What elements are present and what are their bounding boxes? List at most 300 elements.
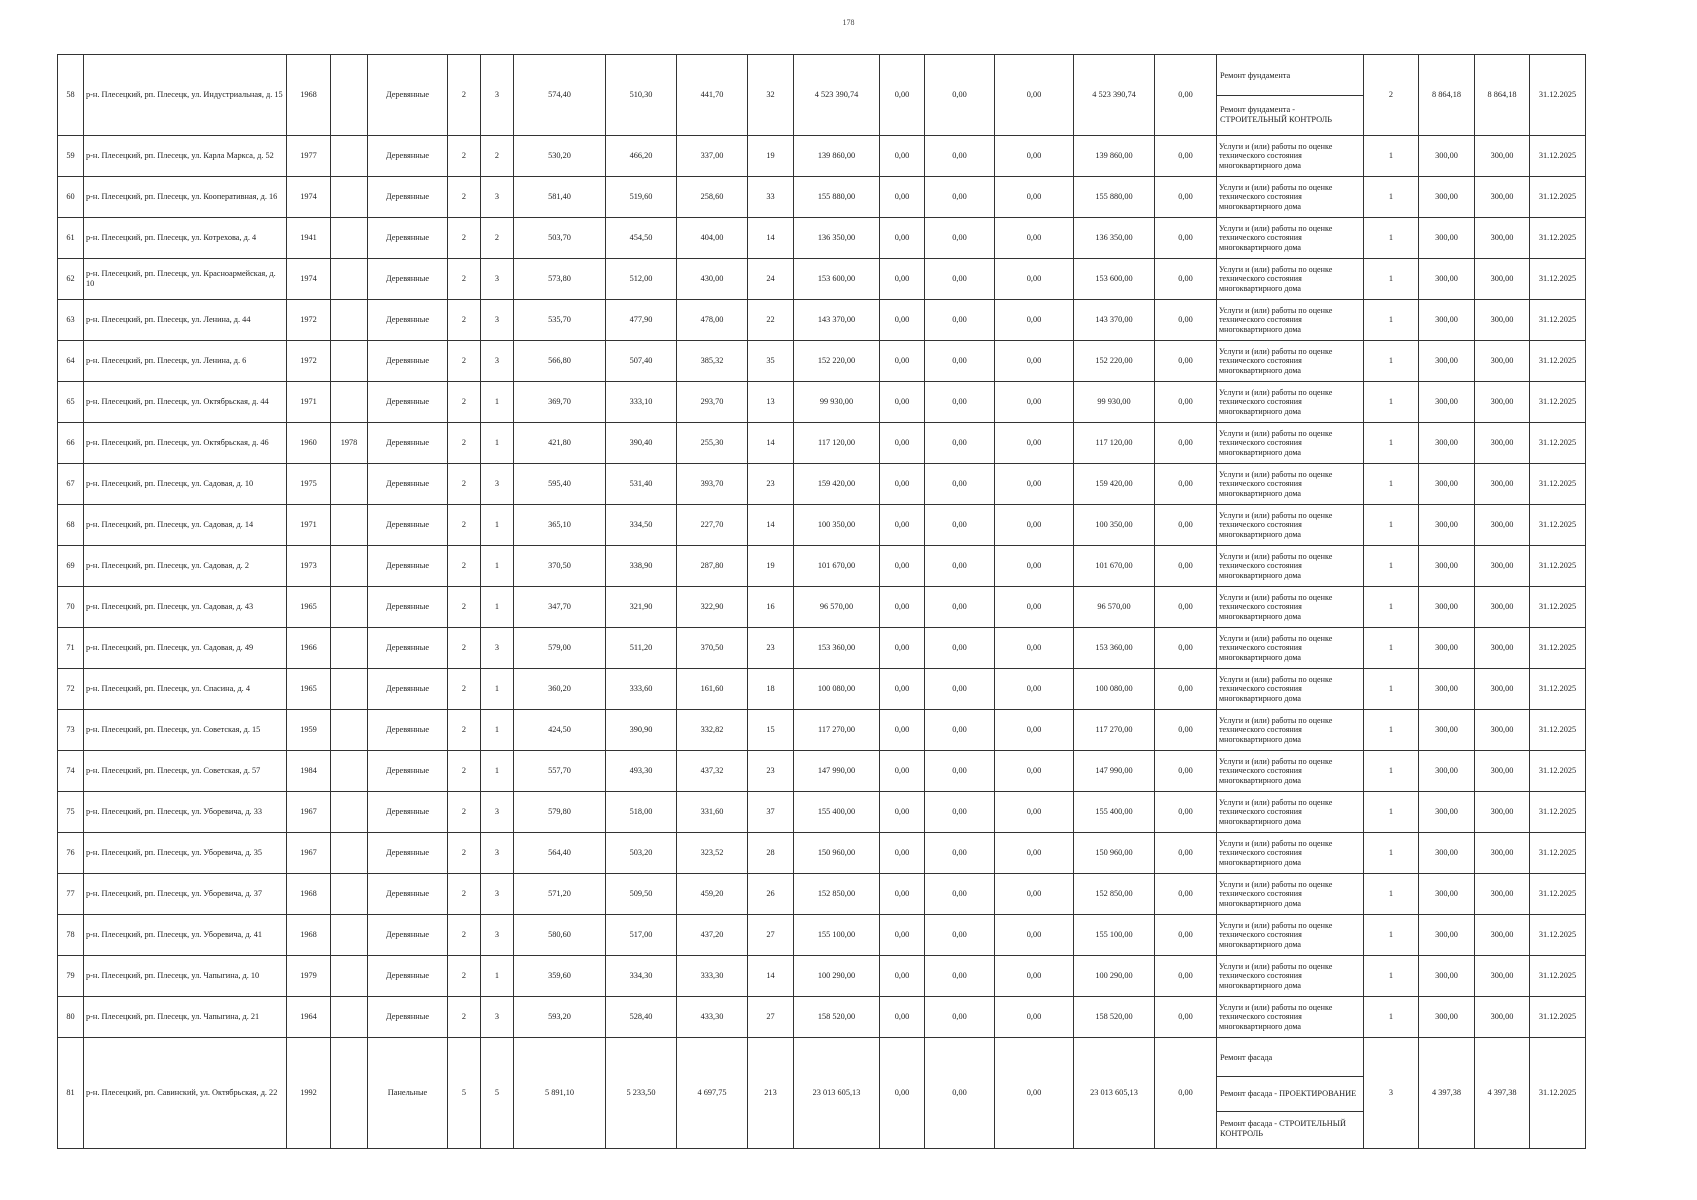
year-built-cell: 1974 xyxy=(287,177,331,218)
owners-fund-cell: 155 880,00 xyxy=(1074,177,1155,218)
works-cell: Услуги и (или) работы по оценке технического состояния многоквартирного дома xyxy=(1217,464,1364,505)
deadline-cell: 31.12.2025 xyxy=(1530,218,1586,259)
row-number-cell: 75 xyxy=(58,792,84,833)
local-fund-cell: 0,00 xyxy=(995,177,1074,218)
wall-material-cell: Панельные xyxy=(368,1038,448,1149)
federal-fund-cell: 0,00 xyxy=(880,997,925,1038)
residents-cell: 23 xyxy=(748,628,794,669)
works-cell: Услуги и (или) работы по оценке технического состояния многоквартирного дома xyxy=(1217,300,1364,341)
nonresidential-area-cell: 4 697,75 xyxy=(677,1038,748,1149)
residents-cell: 28 xyxy=(748,833,794,874)
unit-cost-cell: 300,00 xyxy=(1419,956,1475,997)
nonresidential-area-cell: 293,70 xyxy=(677,382,748,423)
total-area-cell: 421,80 xyxy=(514,423,606,464)
works-cell: Услуги и (или) работы по оценке технического состояния многоквартирного дома xyxy=(1217,587,1364,628)
entrances-cell: 1 xyxy=(481,710,514,751)
owners-fund-cell: 158 520,00 xyxy=(1074,997,1155,1038)
units-cell: 1 xyxy=(1364,136,1419,177)
year-built-cell: 1967 xyxy=(287,833,331,874)
residents-cell: 15 xyxy=(748,710,794,751)
total-cost-cell: 159 420,00 xyxy=(794,464,880,505)
residents-cell: 37 xyxy=(748,792,794,833)
residents-cell: 24 xyxy=(748,259,794,300)
wall-material-cell: Деревянные xyxy=(368,177,448,218)
residents-cell: 33 xyxy=(748,177,794,218)
nonresidential-area-cell: 393,70 xyxy=(677,464,748,505)
table-row xyxy=(58,1038,1586,1149)
residents-cell: 19 xyxy=(748,546,794,587)
nonresidential-area-cell: 404,00 xyxy=(677,218,748,259)
total-cost-cell: 155 100,00 xyxy=(794,915,880,956)
address-cell: р-н. Плесецкий, рп. Плесецк, ул. Ленина, д. 6 xyxy=(84,341,287,382)
local-fund-cell: 0,00 xyxy=(995,505,1074,546)
wall-material-cell: Деревянные xyxy=(368,136,448,177)
other-fund-cell: 0,00 xyxy=(1155,300,1217,341)
deadline-cell: 31.12.2025 xyxy=(1530,669,1586,710)
local-fund-cell: 0,00 xyxy=(995,628,1074,669)
floors-cell: 2 xyxy=(448,710,481,751)
nonresidential-area-cell: 433,30 xyxy=(677,997,748,1038)
table-row xyxy=(58,997,1586,1038)
year-built-cell: 1992 xyxy=(287,1038,331,1149)
year-commissioned-cell xyxy=(331,259,368,300)
entrances-cell: 3 xyxy=(481,874,514,915)
address-cell: р-н. Плесецкий, рп. Плесецк, ул. Кооперативная, д. 16 xyxy=(84,177,287,218)
deadline-cell: 31.12.2025 xyxy=(1530,1038,1586,1149)
entrances-cell: 3 xyxy=(481,55,514,136)
table-row xyxy=(58,874,1586,915)
local-fund-cell: 0,00 xyxy=(995,55,1074,136)
address-cell: р-н. Плесецкий, рп. Плесецк, ул. Красноармейская, д. 10 xyxy=(84,259,287,300)
wall-material-cell: Деревянные xyxy=(368,505,448,546)
residents-cell: 19 xyxy=(748,136,794,177)
other-fund-cell: 0,00 xyxy=(1155,956,1217,997)
row-number-cell: 64 xyxy=(58,341,84,382)
residential-area-cell: 454,50 xyxy=(606,218,677,259)
unit-cost-cell: 300,00 xyxy=(1419,710,1475,751)
federal-fund-cell: 0,00 xyxy=(880,833,925,874)
year-commissioned-cell xyxy=(331,1038,368,1149)
address-cell: р-н. Плесецкий, рп. Плесецк, ул. Советская, д. 57 xyxy=(84,751,287,792)
year-built-cell: 1972 xyxy=(287,300,331,341)
wall-material-cell: Деревянные xyxy=(368,915,448,956)
regional-fund-cell: 0,00 xyxy=(925,997,995,1038)
max-unit-cost-cell: 300,00 xyxy=(1475,874,1530,915)
works-cell: Услуги и (или) работы по оценке технического состояния многоквартирного дома xyxy=(1217,505,1364,546)
floors-cell: 2 xyxy=(448,464,481,505)
federal-fund-cell: 0,00 xyxy=(880,136,925,177)
federal-fund-cell: 0,00 xyxy=(880,587,925,628)
table-row xyxy=(58,792,1586,833)
owners-fund-cell: 100 350,00 xyxy=(1074,505,1155,546)
owners-fund-cell: 23 013 605,13 xyxy=(1074,1038,1155,1149)
federal-fund-cell: 0,00 xyxy=(880,382,925,423)
units-cell: 1 xyxy=(1364,505,1419,546)
nonresidential-area-cell: 161,60 xyxy=(677,669,748,710)
wall-material-cell: Деревянные xyxy=(368,546,448,587)
units-cell: 1 xyxy=(1364,300,1419,341)
residential-area-cell: 477,90 xyxy=(606,300,677,341)
year-commissioned-cell xyxy=(331,505,368,546)
federal-fund-cell: 0,00 xyxy=(880,751,925,792)
other-fund-cell: 0,00 xyxy=(1155,136,1217,177)
unit-cost-cell: 300,00 xyxy=(1419,136,1475,177)
entrances-cell: 3 xyxy=(481,628,514,669)
year-commissioned-cell xyxy=(331,177,368,218)
total-cost-cell: 153 600,00 xyxy=(794,259,880,300)
units-cell: 1 xyxy=(1364,833,1419,874)
regional-fund-cell: 0,00 xyxy=(925,382,995,423)
deadline-cell: 31.12.2025 xyxy=(1530,833,1586,874)
federal-fund-cell: 0,00 xyxy=(880,218,925,259)
residential-area-cell: 510,30 xyxy=(606,55,677,136)
residential-area-cell: 517,00 xyxy=(606,915,677,956)
residential-area-cell: 334,30 xyxy=(606,956,677,997)
regional-fund-cell: 0,00 xyxy=(925,300,995,341)
units-cell: 1 xyxy=(1364,628,1419,669)
row-number-cell: 60 xyxy=(58,177,84,218)
wall-material-cell: Деревянные xyxy=(368,259,448,300)
other-fund-cell: 0,00 xyxy=(1155,792,1217,833)
floors-cell: 2 xyxy=(448,669,481,710)
unit-cost-cell: 300,00 xyxy=(1419,218,1475,259)
federal-fund-cell: 0,00 xyxy=(880,259,925,300)
residents-cell: 35 xyxy=(748,341,794,382)
federal-fund-cell: 0,00 xyxy=(880,464,925,505)
year-commissioned-cell xyxy=(331,956,368,997)
total-area-cell: 557,70 xyxy=(514,751,606,792)
residential-area-cell: 511,20 xyxy=(606,628,677,669)
wall-material-cell: Деревянные xyxy=(368,956,448,997)
address-cell: р-н. Плесецкий, рп. Плесецк, ул. Уборевича, д. 37 xyxy=(84,874,287,915)
unit-cost-cell: 300,00 xyxy=(1419,751,1475,792)
address-cell: р-н. Плесецкий, рп. Плесецк, ул. Октябрьская, д. 46 xyxy=(84,423,287,464)
local-fund-cell: 0,00 xyxy=(995,956,1074,997)
deadline-cell: 31.12.2025 xyxy=(1530,464,1586,505)
residential-area-cell: 5 233,50 xyxy=(606,1038,677,1149)
other-fund-cell: 0,00 xyxy=(1155,997,1217,1038)
wall-material-cell: Деревянные xyxy=(368,669,448,710)
unit-cost-cell: 300,00 xyxy=(1419,669,1475,710)
owners-fund-cell: 143 370,00 xyxy=(1074,300,1155,341)
floors-cell: 2 xyxy=(448,341,481,382)
regional-fund-cell: 0,00 xyxy=(925,259,995,300)
unit-cost-cell: 300,00 xyxy=(1419,177,1475,218)
federal-fund-cell: 0,00 xyxy=(880,1038,925,1149)
max-unit-cost-cell: 300,00 xyxy=(1475,464,1530,505)
nonresidential-area-cell: 227,70 xyxy=(677,505,748,546)
regional-fund-cell: 0,00 xyxy=(925,956,995,997)
residential-area-cell: 390,40 xyxy=(606,423,677,464)
max-unit-cost-cell: 300,00 xyxy=(1475,792,1530,833)
nonresidential-area-cell: 441,70 xyxy=(677,55,748,136)
units-cell: 1 xyxy=(1364,218,1419,259)
max-unit-cost-cell: 300,00 xyxy=(1475,505,1530,546)
wall-material-cell: Деревянные xyxy=(368,55,448,136)
unit-cost-cell: 300,00 xyxy=(1419,505,1475,546)
table-body xyxy=(58,55,1586,1149)
wall-material-cell: Деревянные xyxy=(368,628,448,669)
entrances-cell: 3 xyxy=(481,300,514,341)
works-cell: Услуги и (или) работы по оценке технического состояния многоквартирного дома xyxy=(1217,915,1364,956)
deadline-cell: 31.12.2025 xyxy=(1530,587,1586,628)
units-cell: 1 xyxy=(1364,341,1419,382)
floors-cell: 2 xyxy=(448,382,481,423)
row-number-cell: 76 xyxy=(58,833,84,874)
year-commissioned-cell xyxy=(331,997,368,1038)
deadline-cell: 31.12.2025 xyxy=(1530,751,1586,792)
total-area-cell: 571,20 xyxy=(514,874,606,915)
year-commissioned-cell xyxy=(331,546,368,587)
federal-fund-cell: 0,00 xyxy=(880,300,925,341)
deadline-cell: 31.12.2025 xyxy=(1530,300,1586,341)
nonresidential-area-cell: 258,60 xyxy=(677,177,748,218)
local-fund-cell: 0,00 xyxy=(995,136,1074,177)
residents-cell: 18 xyxy=(748,669,794,710)
local-fund-cell: 0,00 xyxy=(995,669,1074,710)
max-unit-cost-cell: 300,00 xyxy=(1475,218,1530,259)
floors-cell: 2 xyxy=(448,300,481,341)
total-area-cell: 579,80 xyxy=(514,792,606,833)
table-row xyxy=(58,300,1586,341)
owners-fund-cell: 96 570,00 xyxy=(1074,587,1155,628)
year-built-cell: 1959 xyxy=(287,710,331,751)
total-cost-cell: 150 960,00 xyxy=(794,833,880,874)
other-fund-cell: 0,00 xyxy=(1155,874,1217,915)
owners-fund-cell: 4 523 390,74 xyxy=(1074,55,1155,136)
max-unit-cost-cell: 300,00 xyxy=(1475,546,1530,587)
local-fund-cell: 0,00 xyxy=(995,546,1074,587)
residential-area-cell: 531,40 xyxy=(606,464,677,505)
residential-area-cell: 509,50 xyxy=(606,874,677,915)
table-row xyxy=(58,177,1586,218)
max-unit-cost-cell: 300,00 xyxy=(1475,628,1530,669)
federal-fund-cell: 0,00 xyxy=(880,956,925,997)
work-item: Ремонт фасада - СТРОИТЕЛЬНЫЙ КОНТРОЛЬ xyxy=(1217,1111,1363,1146)
residents-cell: 23 xyxy=(748,464,794,505)
entrances-cell: 3 xyxy=(481,833,514,874)
row-number-cell: 78 xyxy=(58,915,84,956)
entrances-cell: 5 xyxy=(481,1038,514,1149)
owners-fund-cell: 117 120,00 xyxy=(1074,423,1155,464)
federal-fund-cell: 0,00 xyxy=(880,546,925,587)
row-number-cell: 58 xyxy=(58,55,84,136)
floors-cell: 2 xyxy=(448,792,481,833)
floors-cell: 2 xyxy=(448,587,481,628)
federal-fund-cell: 0,00 xyxy=(880,915,925,956)
wall-material-cell: Деревянные xyxy=(368,997,448,1038)
federal-fund-cell: 0,00 xyxy=(880,669,925,710)
total-area-cell: 360,20 xyxy=(514,669,606,710)
other-fund-cell: 0,00 xyxy=(1155,546,1217,587)
address-cell: р-н. Плесецкий, рп. Савинский, ул. Октябрьская, д. 22 xyxy=(84,1038,287,1149)
year-commissioned-cell xyxy=(331,341,368,382)
row-number-cell: 69 xyxy=(58,546,84,587)
owners-fund-cell: 101 670,00 xyxy=(1074,546,1155,587)
total-area-cell: 370,50 xyxy=(514,546,606,587)
table-row xyxy=(58,751,1586,792)
residents-cell: 14 xyxy=(748,423,794,464)
unit-cost-cell: 300,00 xyxy=(1419,833,1475,874)
max-unit-cost-cell: 300,00 xyxy=(1475,710,1530,751)
owners-fund-cell: 150 960,00 xyxy=(1074,833,1155,874)
other-fund-cell: 0,00 xyxy=(1155,628,1217,669)
floors-cell: 2 xyxy=(448,218,481,259)
table-row xyxy=(58,341,1586,382)
max-unit-cost-cell: 300,00 xyxy=(1475,833,1530,874)
wall-material-cell: Деревянные xyxy=(368,587,448,628)
other-fund-cell: 0,00 xyxy=(1155,55,1217,136)
address-cell: р-н. Плесецкий, рп. Плесецк, ул. Октябрьская, д. 44 xyxy=(84,382,287,423)
residents-cell: 27 xyxy=(748,997,794,1038)
year-commissioned-cell xyxy=(331,833,368,874)
works-cell: Услуги и (или) работы по оценке технического состояния многоквартирного дома xyxy=(1217,546,1364,587)
other-fund-cell: 0,00 xyxy=(1155,464,1217,505)
total-area-cell: 5 891,10 xyxy=(514,1038,606,1149)
year-commissioned-cell xyxy=(331,792,368,833)
total-cost-cell: 23 013 605,13 xyxy=(794,1038,880,1149)
deadline-cell: 31.12.2025 xyxy=(1530,423,1586,464)
total-cost-cell: 100 290,00 xyxy=(794,956,880,997)
residents-cell: 23 xyxy=(748,751,794,792)
table-row xyxy=(58,669,1586,710)
table-row xyxy=(58,55,1586,136)
unit-cost-cell: 300,00 xyxy=(1419,259,1475,300)
max-unit-cost-cell: 300,00 xyxy=(1475,382,1530,423)
works-cell: Услуги и (или) работы по оценке технического состояния многоквартирного дома xyxy=(1217,956,1364,997)
floors-cell: 2 xyxy=(448,505,481,546)
regional-fund-cell: 0,00 xyxy=(925,833,995,874)
regional-fund-cell: 0,00 xyxy=(925,546,995,587)
nonresidential-area-cell: 287,80 xyxy=(677,546,748,587)
unit-cost-cell: 300,00 xyxy=(1419,874,1475,915)
year-built-cell: 1960 xyxy=(287,423,331,464)
total-cost-cell: 153 360,00 xyxy=(794,628,880,669)
floors-cell: 2 xyxy=(448,915,481,956)
regional-fund-cell: 0,00 xyxy=(925,751,995,792)
units-cell: 1 xyxy=(1364,997,1419,1038)
total-area-cell: 535,70 xyxy=(514,300,606,341)
address-cell: р-н. Плесецкий, рп. Плесецк, ул. Уборевича, д. 35 xyxy=(84,833,287,874)
entrances-cell: 3 xyxy=(481,792,514,833)
owners-fund-cell: 100 080,00 xyxy=(1074,669,1155,710)
works-cell xyxy=(1217,55,1364,136)
units-cell: 1 xyxy=(1364,956,1419,997)
units-cell: 1 xyxy=(1364,710,1419,751)
regional-fund-cell: 0,00 xyxy=(925,177,995,218)
units-cell: 1 xyxy=(1364,751,1419,792)
table-row xyxy=(58,218,1586,259)
unit-cost-cell: 300,00 xyxy=(1419,628,1475,669)
local-fund-cell: 0,00 xyxy=(995,382,1074,423)
units-cell: 1 xyxy=(1364,382,1419,423)
nonresidential-area-cell: 255,30 xyxy=(677,423,748,464)
local-fund-cell: 0,00 xyxy=(995,833,1074,874)
table-row xyxy=(58,956,1586,997)
year-commissioned-cell xyxy=(331,751,368,792)
deadline-cell: 31.12.2025 xyxy=(1530,505,1586,546)
row-number-cell: 66 xyxy=(58,423,84,464)
address-cell: р-н. Плесецкий, рп. Плесецк, ул. Уборевича, д. 41 xyxy=(84,915,287,956)
total-area-cell: 347,70 xyxy=(514,587,606,628)
address-cell: р-н. Плесецкий, рп. Плесецк, ул. Садовая, д. 10 xyxy=(84,464,287,505)
entrances-cell: 1 xyxy=(481,382,514,423)
year-commissioned-cell xyxy=(331,628,368,669)
regional-fund-cell: 0,00 xyxy=(925,587,995,628)
entrances-cell: 3 xyxy=(481,259,514,300)
row-number-cell: 67 xyxy=(58,464,84,505)
year-built-cell: 1971 xyxy=(287,382,331,423)
row-number-cell: 61 xyxy=(58,218,84,259)
address-cell: р-н. Плесецкий, рп. Плесецк, ул. Спасина, д. 4 xyxy=(84,669,287,710)
owners-fund-cell: 99 930,00 xyxy=(1074,382,1155,423)
table-row xyxy=(58,546,1586,587)
residential-area-cell: 466,20 xyxy=(606,136,677,177)
year-built-cell: 1975 xyxy=(287,464,331,505)
works-cell xyxy=(1217,1038,1364,1149)
residential-area-cell: 512,00 xyxy=(606,259,677,300)
address-cell: р-н. Плесецкий, рп. Плесецк, ул. Ленина, д. 44 xyxy=(84,300,287,341)
address-cell: р-н. Плесецкий, рп. Плесецк, ул. Карла Маркса, д. 52 xyxy=(84,136,287,177)
regional-fund-cell: 0,00 xyxy=(925,55,995,136)
address-cell: р-н. Плесецкий, рп. Плесецк, ул. Садовая, д. 2 xyxy=(84,546,287,587)
year-commissioned-cell xyxy=(331,300,368,341)
total-cost-cell: 4 523 390,74 xyxy=(794,55,880,136)
total-cost-cell: 155 880,00 xyxy=(794,177,880,218)
residents-cell: 13 xyxy=(748,382,794,423)
year-commissioned-cell xyxy=(331,136,368,177)
year-built-cell: 1965 xyxy=(287,669,331,710)
residential-area-cell: 528,40 xyxy=(606,997,677,1038)
year-commissioned-cell xyxy=(331,669,368,710)
unit-cost-cell: 300,00 xyxy=(1419,915,1475,956)
local-fund-cell: 0,00 xyxy=(995,259,1074,300)
residential-area-cell: 519,60 xyxy=(606,177,677,218)
wall-material-cell: Деревянные xyxy=(368,464,448,505)
nonresidential-area-cell: 322,90 xyxy=(677,587,748,628)
year-built-cell: 1967 xyxy=(287,792,331,833)
owners-fund-cell: 153 600,00 xyxy=(1074,259,1155,300)
federal-fund-cell: 0,00 xyxy=(880,874,925,915)
year-commissioned-cell xyxy=(331,710,368,751)
entrances-cell: 3 xyxy=(481,177,514,218)
year-built-cell: 1973 xyxy=(287,546,331,587)
nonresidential-area-cell: 478,00 xyxy=(677,300,748,341)
regional-fund-cell: 0,00 xyxy=(925,423,995,464)
year-built-cell: 1972 xyxy=(287,341,331,382)
other-fund-cell: 0,00 xyxy=(1155,259,1217,300)
unit-cost-cell: 300,00 xyxy=(1419,423,1475,464)
total-cost-cell: 155 400,00 xyxy=(794,792,880,833)
total-area-cell: 369,70 xyxy=(514,382,606,423)
owners-fund-cell: 152 850,00 xyxy=(1074,874,1155,915)
total-cost-cell: 147 990,00 xyxy=(794,751,880,792)
owners-fund-cell: 100 290,00 xyxy=(1074,956,1155,997)
wall-material-cell: Деревянные xyxy=(368,218,448,259)
wall-material-cell: Деревянные xyxy=(368,874,448,915)
other-fund-cell: 0,00 xyxy=(1155,915,1217,956)
deadline-cell: 31.12.2025 xyxy=(1530,956,1586,997)
works-cell: Услуги и (или) работы по оценке технического состояния многоквартирного дома xyxy=(1217,997,1364,1038)
year-commissioned-cell xyxy=(331,382,368,423)
residents-cell: 26 xyxy=(748,874,794,915)
total-area-cell: 581,40 xyxy=(514,177,606,218)
entrances-cell: 1 xyxy=(481,587,514,628)
other-fund-cell: 0,00 xyxy=(1155,710,1217,751)
address-cell: р-н. Плесецкий, рп. Плесецк, ул. Уборевича, д. 33 xyxy=(84,792,287,833)
residents-cell: 14 xyxy=(748,956,794,997)
works-cell: Услуги и (или) работы по оценке технического состояния многоквартирного дома xyxy=(1217,751,1364,792)
